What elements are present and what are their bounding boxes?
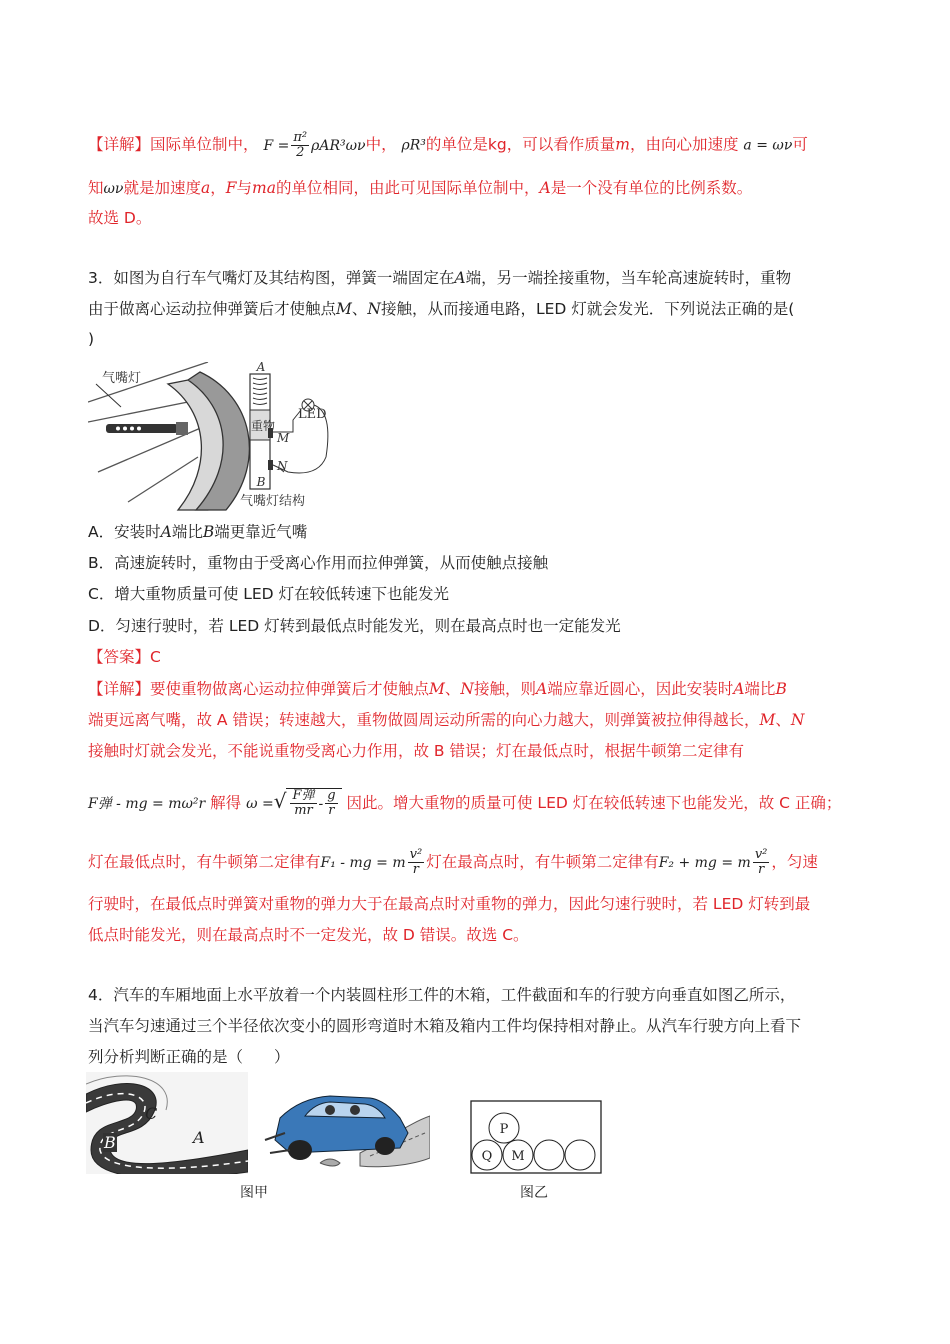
option-a[interactable]: A．安装时A端比B端更靠近气嘴 [88,523,308,541]
q3-detail-line-6: 行驶时，在最低点时弹簧对重物的弹力大于在最高点时对重物的弹力，因此匀速行驶时，若 LED 灯转到最 [88,895,811,913]
q3-detail-line-3: 接触时灯就会发光，不能说重物受离心力作用，故 B 错误；灯在最低点时，根据牛顿第二定律有 [88,742,744,760]
label-valve-light: 气嘴灯 [102,371,142,386]
car-figure [260,1078,430,1173]
q4-stem-line-3: 列分析判断正确的是（ ） [88,1048,290,1066]
q3-detail-line-7: 低点时能发光，则在最高点时不一定发光，故 D 错误。故选 C。 [88,926,529,944]
caption-fig-yi: 图乙 [520,1185,548,1201]
q2-detail-line-3: 故选 D。 [88,209,152,227]
label-b: B [256,475,266,489]
road-label-c: C [145,1104,158,1123]
formula-rho-r3: ρR³ [401,137,426,154]
caption-fig-jia: 图甲 [240,1185,268,1201]
option-d[interactable]: D．匀速行驶时，若 LED 灯转到最低点时能发光，则在最高点时也一定能发光 [88,617,621,635]
q4-stem-line-2: 当汽车匀速通过三个半径依次变小的圆形弯道时木箱及箱内工件均保持相对静止。从汽车行驶方向上看下 [88,1017,802,1035]
box-figure [470,1100,602,1175]
label-m2: M [511,1149,525,1164]
q3-stem-line-3: ) [88,330,95,348]
road-figure [86,1072,248,1174]
label-pointer [96,384,121,407]
q3-stem-line-2: 由于做离心运动拉伸弹簧后才使触点M、N接触，从而接通电路，LED 灯就会发光．下列说法正确的是( [88,300,795,318]
cylinder-4 [534,1140,564,1170]
label-n: N [277,459,288,473]
figure-caption: 气嘴灯结构 [240,494,306,509]
cylinder-5 [565,1140,595,1170]
q3-detail-line-4: F弹 - mg = mω²r 解得 ω =√ $\frac{\text{F弹}}{mr}$ - $\frac{g}{r}$ 因此。增大重物的质量可使 LED 灯在较低转速下也能发光，故 C 正确； [88,788,842,818]
label-weight: 重物 [251,419,276,433]
road-label-b: B [104,1133,116,1152]
label-led: LED [298,407,327,422]
q3-detail-line-2: 端更远离气嘴，故 A 错误；转速越大，重物做圆周运动所需的向心力越大，则弹簧被拉伸得越长，M、N [88,711,805,729]
equation-3: F₂ + mg = m [658,855,751,871]
formula-a: a = ων [743,137,793,154]
label-a: A [256,362,266,374]
equation-1: F弹 - mg = mω²r [88,796,206,812]
equation-2: F₁ - mg = m [320,855,406,871]
road-label-a: A [193,1128,205,1147]
valve-light-figure [88,362,338,512]
q4-stem-line-1: 4．汽车的车厢地面上水平放着一个内装圆柱形工件的木箱，工件截面和车的行驶方向垂直如图乙所示， [88,986,796,1004]
answer-value: C [150,648,161,666]
option-c[interactable]: C．增大重物质量可使 LED 灯在较低转速下也能发光 [88,585,450,603]
q3-detail-line-5: 灯在最低点时，有牛顿第二定律有F₁ - mg = m $\frac{\text{v²}}{r}$ 灯在最高点时，有牛顿第二定律有F₂ + mg = m $\frac{\text{v²}}{r}$ ，匀速 [88,847,818,877]
label-q: Q [481,1149,493,1164]
formula-f: F = $\frac{\text{π²}}{2}$ ρAR³ων [263,130,366,160]
answer-line: 【答案】C [88,648,161,666]
label-m: M [277,431,290,445]
q2-detail-line-1: 【详解】国际单位制中， F = $\frac{\text{π²}}{2}$ ρAR³ων中， ρR³的单位是kg，可以看作质量m，由向心加速度 a = ων可 [88,130,808,160]
detail-tag: 【详解】 [88,135,151,154]
q3-stem-line-1: 3．如图为自行车气嘴灯及其结构图，弹簧一端固定在A端，另一端拴接重物，当车轮高速旋转时，重物 [88,269,792,287]
q2-detail-line-2: 知ων就是加速度a，F与ma的单位相同，由此可见国际单位制中，A是一个没有单位的比例系数。 [88,179,753,197]
valve-light-body [106,422,188,435]
label-p: P [499,1122,509,1137]
q3-detail-line-1: 【详解】要使重物做离心运动拉伸弹簧后才使触点M、N接触，则A端应靠近圆心，因此安装时A端比B [88,680,787,698]
option-b[interactable]: B．高速旋转时，重物由于受离心作用而拉伸弹簧，从而使触点接触 [88,554,549,572]
